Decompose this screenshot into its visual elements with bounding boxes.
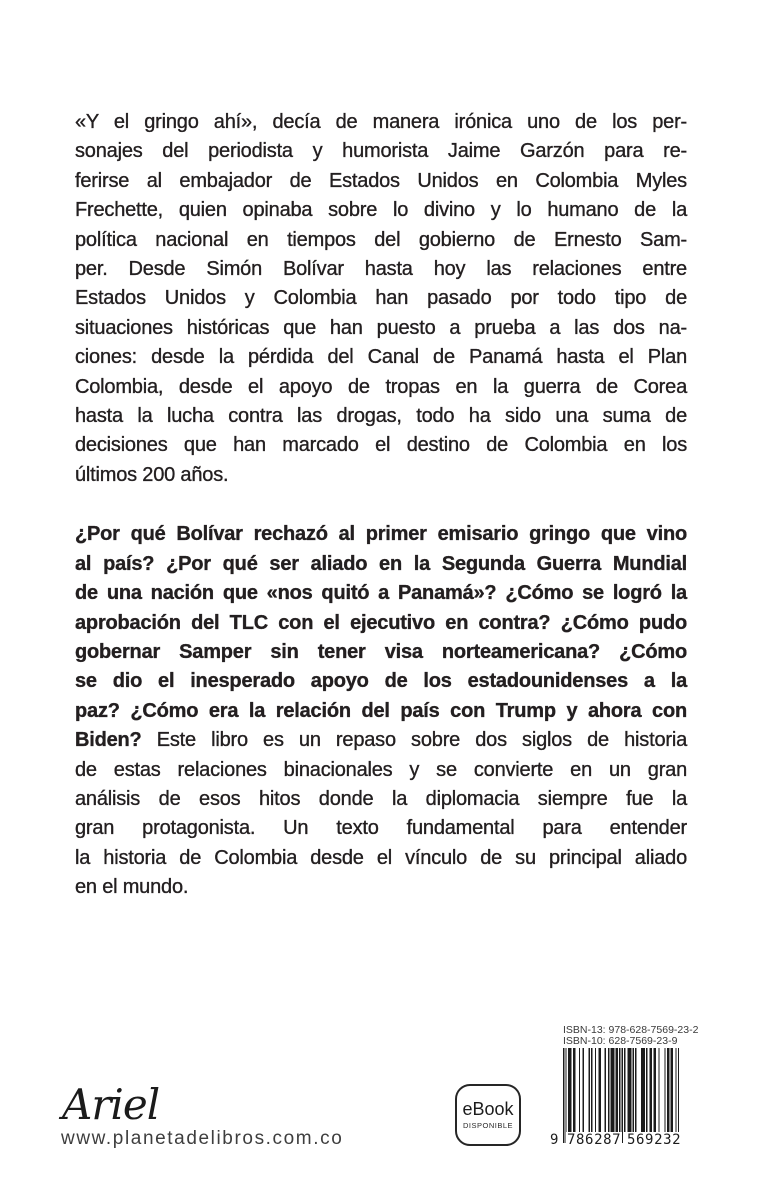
ean-barcode xyxy=(550,1048,680,1148)
intro-line: situaciones históricas que han puesto a prueba a las dos na- xyxy=(75,316,687,339)
bold-question-text: ¿Por qué Bolívar rechazó al primer emisario gringo que vino xyxy=(75,523,687,546)
isbn13-line: ISBN-13: 978-628-7569-23-2 xyxy=(563,1024,699,1036)
intro-line: últimos 200 años. xyxy=(75,463,229,486)
questions-line xyxy=(75,638,687,667)
regular-text: la historia de Colombia desde el vínculo de su principal aliado xyxy=(75,846,687,869)
regular-text: Este libro es un repaso sobre dos siglos de historia xyxy=(141,729,687,752)
ebook-badge-subtitle: DISPONIBLE xyxy=(462,1120,513,1130)
paragraph-questions xyxy=(75,520,687,902)
intro-line: Frechette, quien opinaba sobre lo divino y lo humano de la xyxy=(75,199,687,222)
bold-question-text: se dio el inesperado apoyo de los estadounidenses a la xyxy=(75,670,687,693)
questions-line xyxy=(75,667,687,696)
questions-line xyxy=(75,844,687,873)
paragraph-intro xyxy=(75,108,687,490)
questions-line xyxy=(75,814,687,843)
questions-line xyxy=(75,873,687,902)
barcode-digit-group2: 569232 xyxy=(627,1132,682,1148)
barcode-digit-lead: 9 xyxy=(550,1132,559,1148)
barcode-digits xyxy=(550,1132,680,1148)
intro-line: ferirse al embajador de Estados Unidos en Colombia Myles xyxy=(75,169,687,192)
questions-line xyxy=(75,785,687,814)
publisher-website: www.planetadelibros.com.co xyxy=(61,1128,344,1149)
bold-question-text: al país? ¿Por qué ser aliado en la Segunda Guerra Mundial xyxy=(75,552,687,575)
regular-text: gran protagonista. Un texto fundamental para entender xyxy=(75,817,687,840)
intro-line: política nacional en tiempos del gobierno de Ernesto Sam- xyxy=(75,228,687,251)
questions-line xyxy=(75,697,687,726)
questions-line xyxy=(75,756,687,785)
questions-line xyxy=(75,520,687,549)
ebook-badge-title: eBook xyxy=(462,1099,514,1120)
intro-line: ciones: desde la pérdida del Canal de Panamá hasta el Plan xyxy=(75,346,687,369)
intro-line: Estados Unidos y Colombia han pasado por todo tipo de xyxy=(75,287,687,310)
intro-line: sonajes del periodista y humorista Jaime Garzón para re- xyxy=(75,140,687,163)
intro-line: hasta la lucha contra las drogas, todo ha sido una suma de xyxy=(75,405,687,428)
bold-question-text: paz? ¿Cómo era la relación del país con Trump y ahora con xyxy=(75,699,687,722)
bold-question-text: aprobación del TLC con el ejecutivo en contra? ¿Cómo pudo xyxy=(75,611,687,634)
bold-question-text: gobernar Samper sin tener visa norteamericana? ¿Cómo xyxy=(75,640,687,663)
questions-line xyxy=(75,609,687,638)
questions-line xyxy=(75,550,687,579)
questions-line xyxy=(75,579,687,608)
intro-line: Colombia, desde el apoyo de tropas en la guerra de Corea xyxy=(75,375,687,398)
isbn10-line: ISBN-10: 628-7569-23-9 xyxy=(563,1035,678,1047)
ebook-badge xyxy=(455,1084,521,1146)
publisher-logo: Ariel xyxy=(62,1080,160,1129)
questions-line xyxy=(75,726,687,755)
intro-line: decisiones que han marcado el destino de Colombia en los xyxy=(75,434,687,457)
synopsis-section xyxy=(75,108,687,903)
bold-question-text: de una nación que «nos quitó a Panamá»? ¿Cómo se logró la xyxy=(75,582,687,605)
intro-line: «Y el gringo ahí», decía de manera irónica uno de los per- xyxy=(75,111,687,133)
barcode-digit-group1: 786287 xyxy=(567,1132,622,1148)
regular-text: de estas relaciones binacionales y se convierte en un gran xyxy=(75,758,687,781)
regular-text: análisis de esos hitos donde la diplomacia siempre fue la xyxy=(75,787,687,810)
regular-text: en el mundo. xyxy=(75,876,189,899)
intro-line: per. Desde Simón Bolívar hasta hoy las relaciones entre xyxy=(75,258,687,281)
isbn-block xyxy=(563,1025,698,1047)
bold-question-text: Biden? xyxy=(75,729,142,752)
